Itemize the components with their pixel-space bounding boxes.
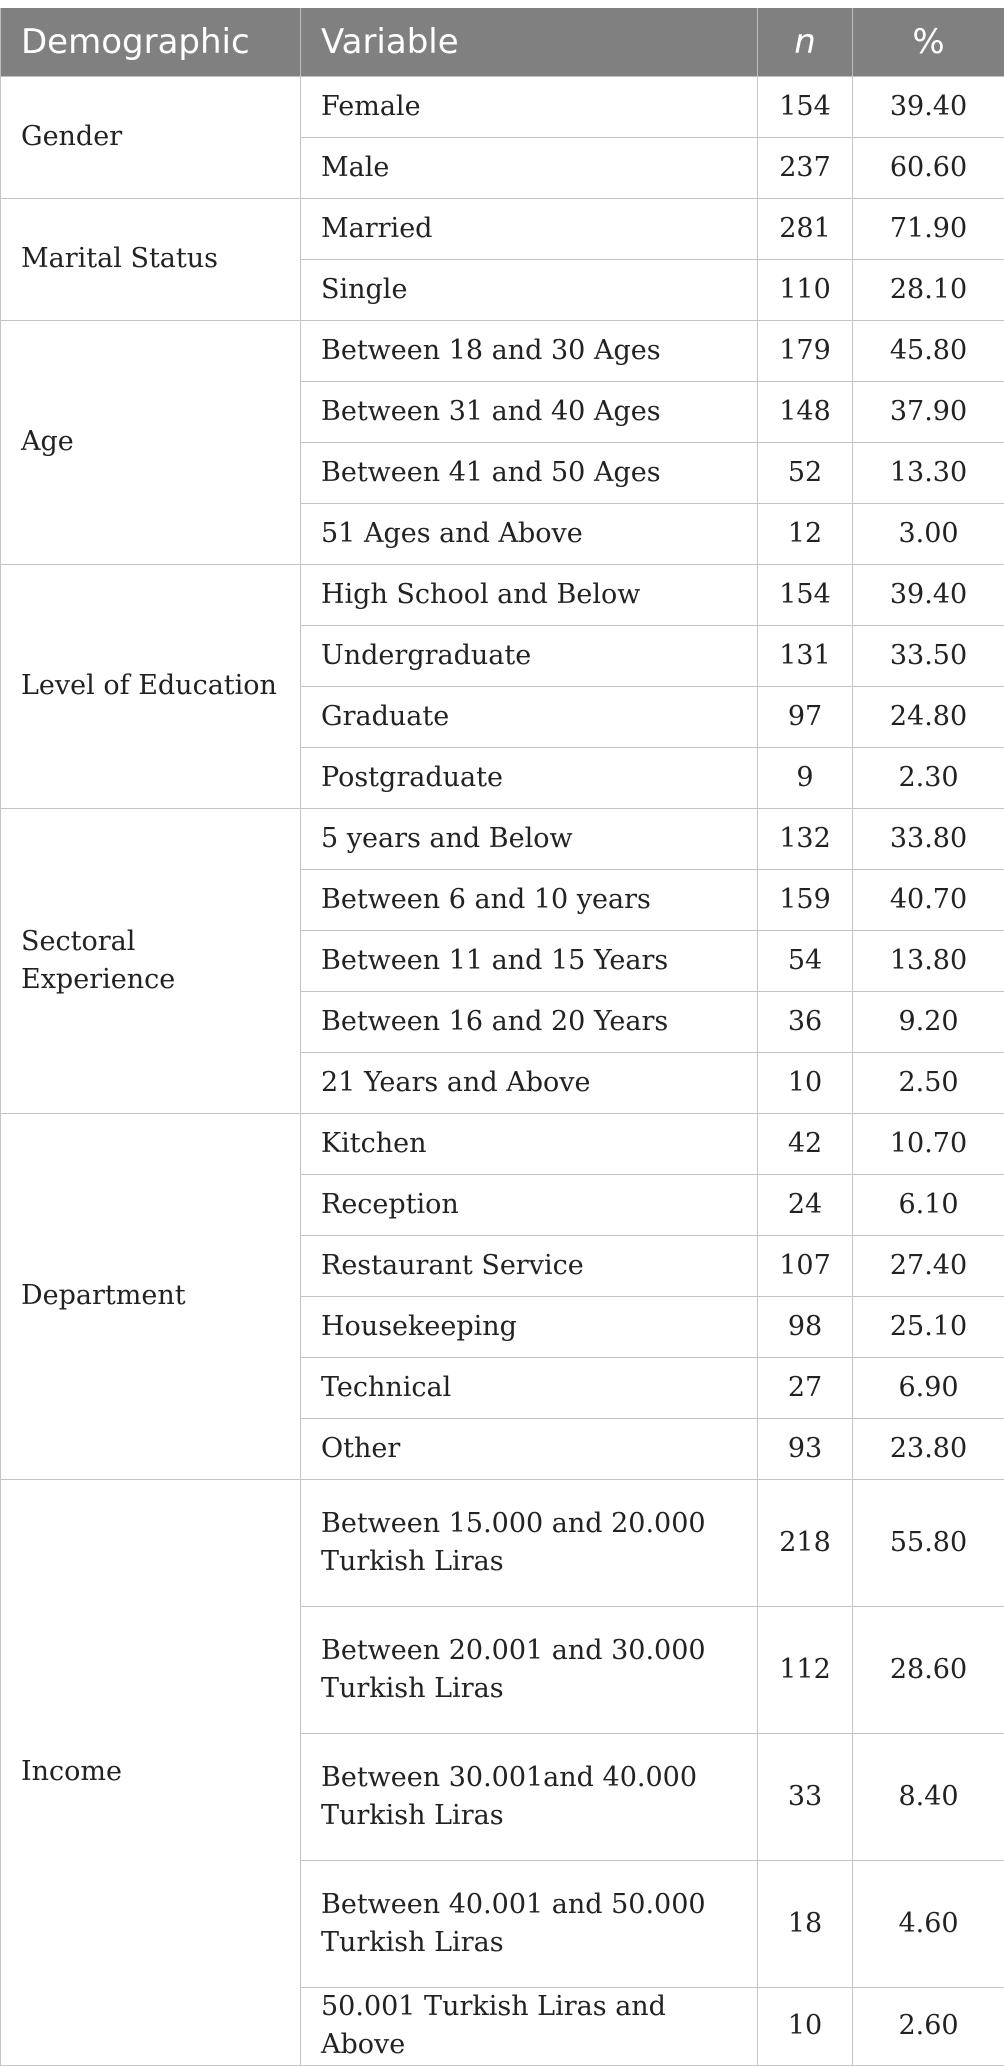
header-n: n: [758, 8, 853, 77]
group-label-marital-status: Marital Status: [1, 199, 301, 321]
variable-cell: Housekeeping: [301, 1297, 758, 1358]
percent-cell: 71.90: [853, 199, 1004, 260]
variable-cell: Between 15.000 and 20.000 Turkish Liras: [301, 1480, 758, 1607]
variable-cell: High School and Below: [301, 565, 758, 626]
n-cell: 281: [758, 199, 853, 260]
percent-cell: 2.30: [853, 748, 1004, 809]
table-row: [1, 1480, 1004, 1607]
n-cell: 112: [758, 1607, 853, 1734]
variable-cell: Female: [301, 77, 758, 138]
n-cell: 131: [758, 626, 853, 687]
header-percent: %: [853, 8, 1004, 77]
group-label-department: Department: [1, 1114, 301, 1480]
n-cell: 10: [758, 1988, 853, 2066]
n-cell: 93: [758, 1419, 853, 1480]
n-cell: 9: [758, 748, 853, 809]
variable-cell: Single: [301, 260, 758, 321]
variable-cell: Between 6 and 10 years: [301, 870, 758, 931]
table-row: [1, 199, 1004, 260]
percent-cell: 25.10: [853, 1297, 1004, 1358]
n-cell: 27: [758, 1358, 853, 1419]
n-cell: 33: [758, 1734, 853, 1861]
n-cell: 97: [758, 687, 853, 748]
demographics-table: [0, 8, 1004, 2066]
variable-cell: Between 41 and 50 Ages: [301, 443, 758, 504]
n-cell: 98: [758, 1297, 853, 1358]
n-cell: 36: [758, 992, 853, 1053]
percent-cell: 24.80: [853, 687, 1004, 748]
header-variable: Variable: [301, 8, 758, 77]
table-row: [1, 1114, 1004, 1175]
n-cell: 159: [758, 870, 853, 931]
n-cell: 42: [758, 1114, 853, 1175]
percent-cell: 2.60: [853, 1988, 1004, 2066]
percent-cell: 9.20: [853, 992, 1004, 1053]
table-row: [1, 77, 1004, 138]
table-body: [1, 77, 1004, 2066]
table-header: [1, 8, 1004, 77]
variable-cell: Technical: [301, 1358, 758, 1419]
variable-cell: Other: [301, 1419, 758, 1480]
variable-cell: 51 Ages and Above: [301, 504, 758, 565]
table-row: [1, 809, 1004, 870]
percent-cell: 39.40: [853, 565, 1004, 626]
percent-cell: 3.00: [853, 504, 1004, 565]
variable-cell: Between 11 and 15 Years: [301, 931, 758, 992]
n-cell: 54: [758, 931, 853, 992]
n-cell: 179: [758, 321, 853, 382]
variable-cell: 50.001 Turkish Liras and Above: [301, 1988, 758, 2066]
percent-cell: 40.70: [853, 870, 1004, 931]
variable-cell: Between 40.001 and 50.000 Turkish Liras: [301, 1861, 758, 1988]
n-cell: 107: [758, 1236, 853, 1297]
variable-cell: Between 16 and 20 Years: [301, 992, 758, 1053]
variable-cell: 21 Years and Above: [301, 1053, 758, 1114]
percent-cell: 27.40: [853, 1236, 1004, 1297]
percent-cell: 10.70: [853, 1114, 1004, 1175]
percent-cell: 6.10: [853, 1175, 1004, 1236]
variable-cell: Undergraduate: [301, 626, 758, 687]
variable-cell: 5 years and Below: [301, 809, 758, 870]
percent-cell: 4.60: [853, 1861, 1004, 1988]
variable-cell: Reception: [301, 1175, 758, 1236]
variable-cell: Between 20.001 and 30.000 Turkish Liras: [301, 1607, 758, 1734]
percent-cell: 33.80: [853, 809, 1004, 870]
table-row: [1, 321, 1004, 382]
percent-cell: 6.90: [853, 1358, 1004, 1419]
n-cell: 148: [758, 382, 853, 443]
n-cell: 18: [758, 1861, 853, 1988]
group-label-income: Income: [1, 1480, 301, 2066]
percent-cell: 60.60: [853, 138, 1004, 199]
n-cell: 154: [758, 77, 853, 138]
group-label-level-of-education: Level of Education: [1, 565, 301, 809]
percent-cell: 2.50: [853, 1053, 1004, 1114]
variable-cell: Postgraduate: [301, 748, 758, 809]
variable-cell: Restaurant Service: [301, 1236, 758, 1297]
percent-cell: 33.50: [853, 626, 1004, 687]
n-cell: 154: [758, 565, 853, 626]
n-cell: 218: [758, 1480, 853, 1607]
variable-cell: Kitchen: [301, 1114, 758, 1175]
n-cell: 12: [758, 504, 853, 565]
group-label-sectoral-experience: Sectoral Experience: [1, 809, 301, 1114]
percent-cell: 45.80: [853, 321, 1004, 382]
variable-cell: Male: [301, 138, 758, 199]
variable-cell: Between 31 and 40 Ages: [301, 382, 758, 443]
header-demographic: Demographic: [1, 8, 301, 77]
percent-cell: 8.40: [853, 1734, 1004, 1861]
percent-cell: 37.90: [853, 382, 1004, 443]
percent-cell: 39.40: [853, 77, 1004, 138]
n-cell: 10: [758, 1053, 853, 1114]
group-label-gender: Gender: [1, 77, 301, 199]
percent-cell: 23.80: [853, 1419, 1004, 1480]
n-cell: 237: [758, 138, 853, 199]
variable-cell: Married: [301, 199, 758, 260]
percent-cell: 55.80: [853, 1480, 1004, 1607]
n-cell: 132: [758, 809, 853, 870]
percent-cell: 13.80: [853, 931, 1004, 992]
n-cell: 52: [758, 443, 853, 504]
header-row: [1, 8, 1004, 77]
group-label-age: Age: [1, 321, 301, 565]
table-row: [1, 565, 1004, 626]
percent-cell: 13.30: [853, 443, 1004, 504]
n-cell: 24: [758, 1175, 853, 1236]
n-cell: 110: [758, 260, 853, 321]
variable-cell: Between 18 and 30 Ages: [301, 321, 758, 382]
variable-cell: Between 30.001and 40.000 Turkish Liras: [301, 1734, 758, 1861]
variable-cell: Graduate: [301, 687, 758, 748]
percent-cell: 28.60: [853, 1607, 1004, 1734]
percent-cell: 28.10: [853, 260, 1004, 321]
